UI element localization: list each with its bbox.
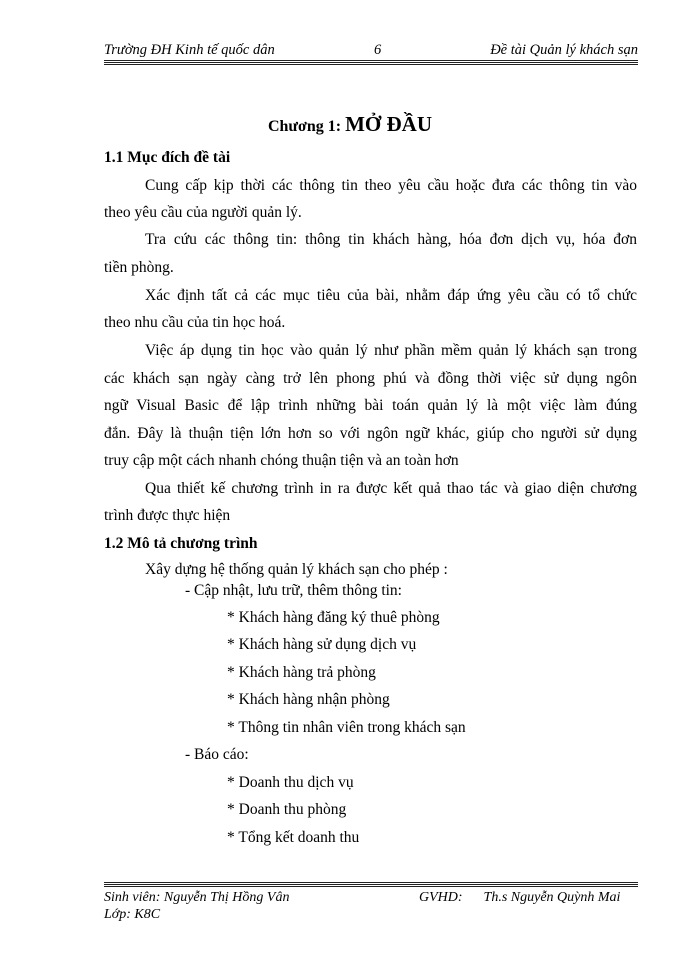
header-university: Trường ĐH Kinh tế quốc dân — [104, 42, 275, 58]
footer-supervisor-label: GVHD: — [419, 890, 463, 905]
footer-supervisor — [419, 890, 620, 906]
paragraph-line: theo yêu cầu của người quản lý. — [104, 204, 302, 221]
paragraph-line: tiền phòng. — [104, 259, 174, 276]
list-item: * Doanh thu phòng — [227, 801, 347, 818]
paragraph-line: Việc áp dụng tin học vào quản lý như phần mềm quản lý khách sạn trong — [145, 342, 637, 359]
list-item: * Doanh thu dịch vụ — [227, 774, 354, 791]
header-rule — [104, 60, 638, 65]
paragraph-line: ngữ Visual Basic để lập trình những bài toán quản lý là một việc làm đúng — [104, 397, 637, 414]
paragraph-line: truy cập một cách nhanh chóng thuận tiện và an toàn hơn — [104, 452, 459, 469]
section-intro: Xây dựng hệ thống quản lý khách sạn cho phép : — [145, 561, 448, 578]
list-group-title: - Báo cáo: — [185, 746, 249, 763]
header-page-number: 6 — [374, 42, 382, 58]
paragraph-line: các khách sạn ngày càng trở lên phong phú và đồng thời việc sử dụng ngôn — [104, 370, 637, 387]
header-topic: Đề tài Quản lý khách sạn — [490, 42, 638, 58]
list-group-title: - Cập nhật, lưu trữ, thêm thông tin: — [185, 582, 402, 599]
chapter-title — [0, 112, 700, 137]
footer-class: Lớp: K8C — [104, 907, 161, 922]
paragraph-line: Tra cứu các thông tin: thông tin khách hàng, hóa đơn dịch vụ, hóa đơn — [145, 231, 637, 248]
paragraph-line: theo nhu cầu của tin học hoá. — [104, 314, 286, 331]
paragraph-line: Qua thiết kế chương trình in ra được kết quả thao tác và giao diện chương — [145, 480, 637, 497]
page-header — [104, 36, 638, 56]
footer-student: Sinh viên: Nguyễn Thị Hồng Vân — [104, 890, 290, 905]
footer-rule — [104, 882, 638, 887]
footer-supervisor-name: Th.s Nguyễn Quỳnh Mai — [483, 890, 621, 905]
list-item: * Khách hàng đăng ký thuê phòng — [227, 609, 440, 626]
list-item: * Khách hàng trả phòng — [227, 664, 376, 681]
chapter-prefix: Chương 1: — [267, 118, 342, 135]
list-item: * Tổng kết doanh thu — [227, 829, 360, 846]
list-item: * Thông tin nhân viên trong khách sạn — [227, 719, 466, 736]
section-heading-description: 1.2 Mô tả chương trình — [104, 535, 258, 552]
list-item: * Khách hàng sử dụng dịch vụ — [227, 636, 417, 653]
chapter-name: MỞ ĐẦU — [345, 112, 433, 136]
section-heading-purpose: 1.1 Mục đích đề tài — [104, 149, 231, 166]
list-item: * Khách hàng nhận phòng — [227, 691, 390, 708]
paragraph-line: Cung cấp kịp thời các thông tin theo yêu cầu hoặc đưa các thông tin vào — [145, 177, 637, 194]
paragraph-line: Xác định tất cả các mục tiêu của bài, nhằm đáp ứng yêu cầu có tổ chức — [145, 287, 637, 304]
paragraph-line: đắn. Đây là thuận tiện lớn hơn so với ngôn ngữ khác, giúp cho người sử dụng — [104, 425, 637, 442]
paragraph-line: trình được thực hiện — [104, 507, 231, 524]
